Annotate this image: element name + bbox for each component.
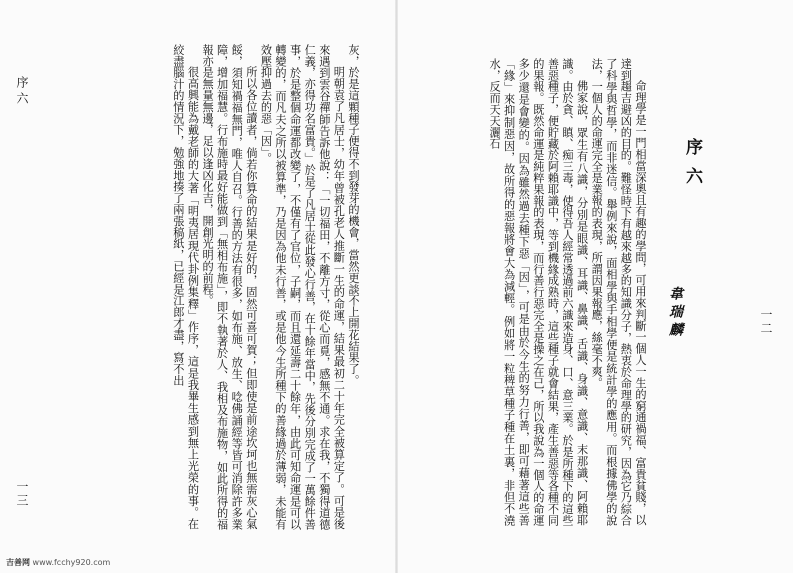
left-page-body [60,44,360,530]
left-page [0,0,396,573]
watermark-logo: 吉善网 [6,558,30,567]
right-page [397,0,793,573]
author-name: 韋瑞麟 [667,286,683,340]
paragraph: 命理學是一門相當深奧且有趣的學問，可用來判斷一個人一生的窮通禍福、富貴貧賤，以達到趨吉避凶的目的。難怪時下有越來越多的知識分子，熱衷於命理學的研究，因為它乃綜合了科學與哲學，而非迷信。舉例來說，面相學與手相學便是統計學的應用。而根據佛學的說法，一個人的命運完全是業報的表現，所謂因果報應，絲毫不爽。 [590,58,647,526]
chapter-title: 序六 [682,138,702,196]
paragraph: 很高興能為戴老師的大著「明夷居現代卦例集釋」作序，這是我畢生感到無上光榮的事。在絞盡腦汁的情況下，勉強地揍了兩張稿紙，已經是江郎才盡，寫不出 [171,44,200,530]
right-page-body [429,58,647,526]
paragraph: 佛家說，眾生有八識，分別是眼識、耳識、鼻識、舌識、身識、意識、末那識、阿賴耶識。由於貪、瞋、痴三毒，使得吾人經常透過前六識來造身、口、意三業。於是所種下的這些善惡種子，便貯藏於阿賴耶識中，等到機緣成熟時，這些種子就會結果，產生善惡等各種不同的果報。既然命運是純粹果報的表現，而行善行惡完全是操之在己，所以我說為一個人的命運多少還是會變的。因為雖然過去種下惡「因」，可是由於今生的努力行善，即可藉著這些善「緣」來抑制惡因，故所得的惡報將會大為減輕。例如將一粒稗草種子種在土裏，非但不澆水，反而天天灑石 [488,58,589,526]
paragraph: 灰，於是這顆種子便得不到發芽的機會，當然更談不上開花結果了。 [347,44,360,386]
running-head: 序六 [15,76,29,108]
site-watermark [6,557,110,568]
page-number-left: 一三 [15,480,29,508]
page-number-right: 一二 [759,308,773,336]
paragraph: 所以各位讀者，倘若你算命的結果是好的，固然可喜可賀；但即使是前途坎坷也無需灰心氣餒，須知禍福無門，唯人自召。行善的方法有很多，如布施、放生、唸佛誦經等皆可消除許多業障，增加福慧。行布施時最好能做到「無相布施」，即不執著於人、我相及布施物，如此所得的福報亦是無量無邊，足以逢凶化吉，開創光明的前程。 [201,44,258,530]
watermark-url: www.fcchy920.com [32,558,111,567]
paragraph: 明朝袁了凡居士，幼年曾被孔老人推斷一生的命運，結果最初二十年完全被算定了。可是後來遇到雲谷禪師告訴他說：「一切福田，不離方寸，從心而覓，感無不通。求在我，不獨得道德仁義，亦得功名富貴。」於是了凡居士從此發心行善，在十餘年當中，先後分別完成了一萬餘件善事，於是整個命運都改變了，不僅有了官位，子嗣，而且還延壽二十餘年，由此可知命運是可以轉變的，而凡夫之所以被算準，乃是因為他未行善，或是他今生所種下的善緣過於薄弱，未能有效壓抑過去的惡「因」。 [259,44,346,530]
